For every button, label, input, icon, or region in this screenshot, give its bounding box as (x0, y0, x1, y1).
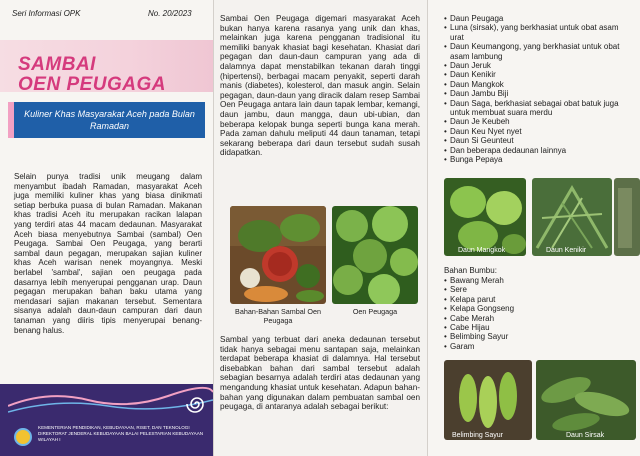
list-item: • Daun Je Keubeh (444, 117, 632, 126)
footer-institution: KEMENTERIAN PENDIDIKAN, KEBUDAYAAN, RISET, DAN TEKNOLOGI DIREKTORAT JENDERAL KEBUDAYAAN BALAI PELESTARIAN KEBUDAYAAN WILAYAH I (38, 425, 204, 443)
partial-photo-edge (614, 178, 640, 256)
belimbing-sayur-label: Belimbing Sayur (452, 432, 503, 439)
right-panel (428, 0, 640, 456)
list-item: • Luna (sirsak), yang berkhasiat untuk obat asam urat (444, 23, 632, 42)
list-item: • Belimbing Sayur (444, 332, 632, 341)
series-label: Seri Informasi OPK (12, 9, 81, 18)
list-item: • Daun Jambu Biji (444, 89, 632, 98)
subtitle: Kuliner Khas Masyarakat Aceh pada Bulan Ramadan (24, 109, 195, 131)
daun-sirsak-label: Daun Sirsak (566, 432, 605, 439)
subtitle-box (8, 102, 205, 138)
belimbing-sayur-photo (444, 360, 532, 440)
issue-number: No. 20/2023 (148, 9, 192, 18)
leaves-list (444, 14, 632, 165)
daun-kenikir-label: Daun Kenikir (546, 247, 587, 254)
list-item: • Daun Saga, berkhasiat sebagai obat batuk juga untuk membuat suara merdu (444, 99, 632, 118)
spices-heading: Bahan Bumbu: (444, 266, 497, 275)
cover-panel (0, 0, 213, 456)
daun-mangkok-label: Daun Mangkok (458, 247, 506, 254)
list-item: • Daun Mangkok (444, 80, 632, 89)
spiral-ornament-icon (186, 392, 208, 416)
oen-peugaga-caption: Oen Peugaga (352, 307, 398, 316)
list-item: • Daun Keu Nyet nyet (444, 127, 632, 136)
spices-list (444, 276, 632, 351)
list-item: • Daun Peugaga (444, 14, 632, 23)
list-item: • Bunga Pepaya (444, 155, 632, 164)
title-line-2: OEN PEUGAGA (18, 74, 167, 95)
list-item: • Daun Jeruk (444, 61, 632, 70)
footer-wave-decoration (8, 386, 213, 414)
list-item: • Kelapa parut (444, 295, 632, 304)
list-item: • Daun Si Geunteut (444, 136, 632, 145)
list-item: • Kelapa Gongseng (444, 304, 632, 313)
list-item: • Daun Keumangong, yang berkhasiat untuk obat asam lambung (444, 42, 632, 61)
oen-peugaga-photo (332, 206, 418, 304)
title-line-1: SAMBAI (18, 54, 96, 75)
list-item: • Sere (444, 285, 632, 294)
ministry-logo-icon (14, 428, 32, 446)
ingredients-intro-paragraph: Sambal yang terbuat dari aneka dedaunan tersebut tidak hanya sebagai menu santapan saja, melainkan terdapat beberapa khasiat di dalamnya. Hal tersebut disebabkan bahan dari sambal tersebut adalah sebagian besarnya adalah terdiri atas dedaunan yang mengandung khasiat untuk kesehatan. Adapun bahan-bahan yang digunakan dalam pembuatan sambal oen peugaga, di antaranya adalah sebagai berikut: (220, 335, 420, 412)
daun-mangkok-photo (444, 178, 526, 256)
ingredients-photo (230, 206, 326, 304)
list-item: • Daun Kenikir (444, 70, 632, 79)
intro-paragraph: Selain punya tradisi unik meugang dalam menyambut ibadah Ramadan, masyarakat Aceh juga memiliki kuliner khas yang biasa dinikmati setiap berbuka puasa di bulan Ramadan. Makanan khas tradisi Aceh itu merupakan racikan lalapan yang terdiri atas 44 macam dedaunan. Masyarakat Aceh biasa menyebutnya Sambai (sambal) Oen Peugaga. Sambai Oen Peugaga, yang berarti sambal daun pegagan, merupakan sajian kuliner khas Aceh warisan nenek moyangnya. Meski berlabel 'sambal', sajian oen peugaga pada dasarnya lebih menyerupai pengganan urap. Daun pegagan merupakan bahan baku utama yang mendasari sajian makanan tersebut. Sementara sisanya adalah daun-daun campuran dari daun tanaman yang diiris tipis menyerupai benang-benang halus. (14, 172, 202, 335)
list-item: • Bawang Merah (444, 276, 632, 285)
list-item: • Dan beberapa dedaunan lainnya (444, 146, 632, 155)
daun-kenikir-photo (532, 178, 612, 256)
list-item: • Garam (444, 342, 632, 351)
middle-panel (214, 0, 427, 456)
list-item: • Cabe Hijau (444, 323, 632, 332)
list-item: • Cabe Merah (444, 314, 632, 323)
benefits-paragraph: Sambai Oen Peugaga digemari masyarakat Aceh bukan hanya karena rasanya yang unik dan khas, melainkan juga karena pengganan tradisional itu memiliki banyak khasiat bagi kesehatan. Khasiat dari pegagan dan daun-daun campuran yang ada di dalamnya dapat menstabilkan tekanan darah tinggi (hipertensi), berbagai macam penyakit, seperti darah manis (diabetes), kolesterol, dan masuk angin. Selain pegagan, daun-daun yang diracik dalam resep Sambai Oen Peugaga antara lain daun tapak lembar, kemangi, daun jambu, daun mangga, daun ubi-ubian, dan beberapa kelopak bunga seperti bunga kana merah. Pada zaman dahulu meliputi 44 daun tanaman, tetapi sekarang beberapa dari daun tersebut sudah susah didapatkan. (220, 14, 420, 158)
daun-sirsak-photo (536, 360, 636, 440)
ingredients-caption: Bahan-Bahan Sambal Oen Peugaga (235, 307, 321, 325)
